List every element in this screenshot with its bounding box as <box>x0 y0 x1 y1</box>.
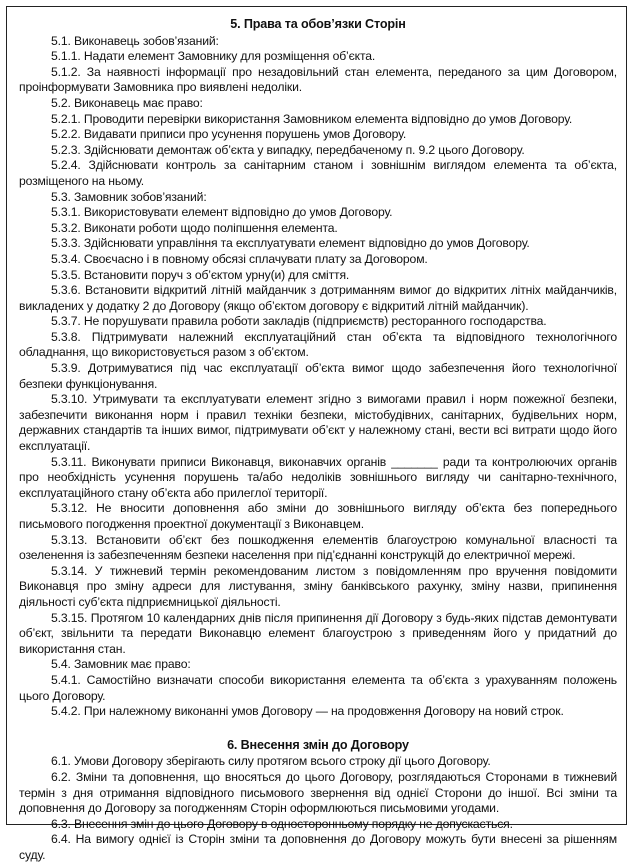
paragraph-5-3-13: 5.3.13. Встановити об’єкт без пошкодження елементів благоустрою комунальної власності та озеленення із забезпеченням безпеки населення при під’єднанні конструкцій до електричної мережі. <box>19 532 617 563</box>
paragraph-5-3-4: 5.3.4. Своєчасно і в повному обсязі сплачувати плату за Договором. <box>51 251 428 266</box>
paragraph-5-4-1: 5.4.1. Самостійно визначати способи використання елемента та об’єкта з урахуванням положень цього Договору. <box>19 672 617 703</box>
paragraph-5-2-2: 5.2.2. Видавати приписи про усунення порушень умов Договору. <box>51 127 407 142</box>
paragraph-5-1: 5.1. Виконавець зобов’язаний: <box>51 33 219 48</box>
document-page <box>6 6 627 862</box>
paragraph-5-3-8: 5.3.8. Підтримувати належний експлуатаційний стан об’єкта та відповідного технологічного обладнання, що використовується разом з об’єктом. <box>19 329 617 360</box>
paragraph-5-3-14: 5.3.14. У тижневий термін рекомендованим листом з повідомленням про вручення повідомити Виконавця про зміну адреси для листування, зміну банківського рахунку, зміну назви, припинення діяльності суб’єкта підприємницької діяльності. <box>19 563 617 609</box>
paragraph-5-3-7: 5.3.7. Не порушувати правила роботи закладів (підприємств) ресторанного господарства. <box>51 314 547 329</box>
paragraph-5-4-2: 5.4.2. При належному виконанні умов Договору — на продовження Договору на новий строк. <box>51 704 564 719</box>
paragraph-5-3-11: 5.3.11. Виконувати приписи Виконавця, виконавчих органів _______ ради та контролюючих органів про необхідність усунення порушень та/або недоліків зовнішнього вигляду чи санітарно-технічного, експлуатаційного стану об’єкта або прилеглої території. <box>19 454 617 500</box>
paragraph-6-3: 6.3. Внесення змін до цього Договору в односторонньому порядку не допускається. <box>51 816 513 831</box>
paragraph-5-3-10: 5.3.10. Утримувати та експлуатувати елемент згідно з вимогами правил і норм пожежної безпеки, забезпечити виконання норм і правил техніки безпеки, містобудівних, санітарних, будівельних норм, державних стандартів та інших вимог, підтримувати об’єкт у належному стані, вести всі витрати щодо його експлуатації. <box>19 392 617 454</box>
paragraph-5-3-6: 5.3.6. Встановити відкритий літній майданчик з дотриманням вимог до відкритих літніх майданчиків, викладених у додатку 2 до Договору (якщо об’єктом договору є відкритий літній майданчик). <box>19 283 617 313</box>
paragraph-5-3-2: 5.3.2. Виконати роботи щодо поліпшення елемента. <box>51 220 338 235</box>
paragraph-5-2-4: 5.2.4. Здійснювати контроль за санітарним станом і зовнішнім виглядом елемента та об’єкта, розміщеного на ньому. <box>19 158 617 188</box>
paragraph-5-3-5: 5.3.5. Встановити поруч з об’єктом урну(и) для сміття. <box>51 267 350 282</box>
paragraph-5-1-1: 5.1.1. Надати елемент Замовнику для розміщення об’єкта. <box>51 49 376 64</box>
paragraph-5-4: 5.4. Замовник має право: <box>51 657 191 672</box>
paragraph-5-2-3: 5.2.3. Здійснювати демонтаж об’єкта у випадку, передбаченому п. 9.2 цього Договору. <box>51 142 525 157</box>
paragraph-6-1: 6.1. Умови Договору зберігають силу протягом всього строку дії цього Договору. <box>51 754 491 769</box>
paragraph-5-1-2: 5.1.2. За наявності інформації про незадовільний стан елемента, переданого за цим Договором, проінформувати Замовника про виявлені недоліки. <box>19 64 617 95</box>
paragraph-5-2: 5.2. Виконавець має право: <box>51 95 203 110</box>
section-6-title: 6. Внесення змін до Договору <box>227 737 409 752</box>
paragraph-5-3-9: 5.3.9. Дотримуватися під час експлуатації об’єкта вимог щодо забезпечення його технологічної безпеки функціонування. <box>19 361 617 391</box>
paragraph-5-2-1: 5.2.1. Проводити перевірки використання Замовником елемента відповідно до умов Договору. <box>51 111 573 126</box>
paragraph-6-2: 6.2. Зміни та доповнення, що вносяться до цього Договору, розглядаються Сторонами в тижневий термін з дня отримання відповідного письмового звернення від однієї Сторони до іншої. Всі зміни та доповнення до Договору за погодженням Сторін оформлюються письмовими угодами. <box>19 769 617 816</box>
paragraph-5-3: 5.3. Замовник зобов’язаний: <box>51 189 207 204</box>
paragraph-5-3-15: 5.3.15. Протягом 10 календарних днів після припинення дії Договору з будь-яких підстав демонтувати об’єкт, звільнити та передати Виконавцю елемент благоустрою з приведенням його у придатний до використання стан. <box>19 610 617 656</box>
paragraph-5-3-3: 5.3.3. Здійснювати управління та експлуатувати елемент відповідно до умов Договору. <box>51 236 530 251</box>
section-5-title: 5. Права та обов’язки Сторін <box>230 17 406 31</box>
paragraph-5-3-12: 5.3.12. Не вносити доповнення або зміни до зовнішнього вигляду об’єкта без попереднього письмового погодження проектної документації з Виконавцем. <box>19 501 617 531</box>
paragraph-5-3-1: 5.3.1. Використовувати елемент відповідно до умов Договору. <box>51 205 393 220</box>
paragraph-6-4: 6.4. На вимогу однієї із Сторін зміни та доповнення до Договору можуть бути внесені за рішенням суду. <box>19 832 617 862</box>
